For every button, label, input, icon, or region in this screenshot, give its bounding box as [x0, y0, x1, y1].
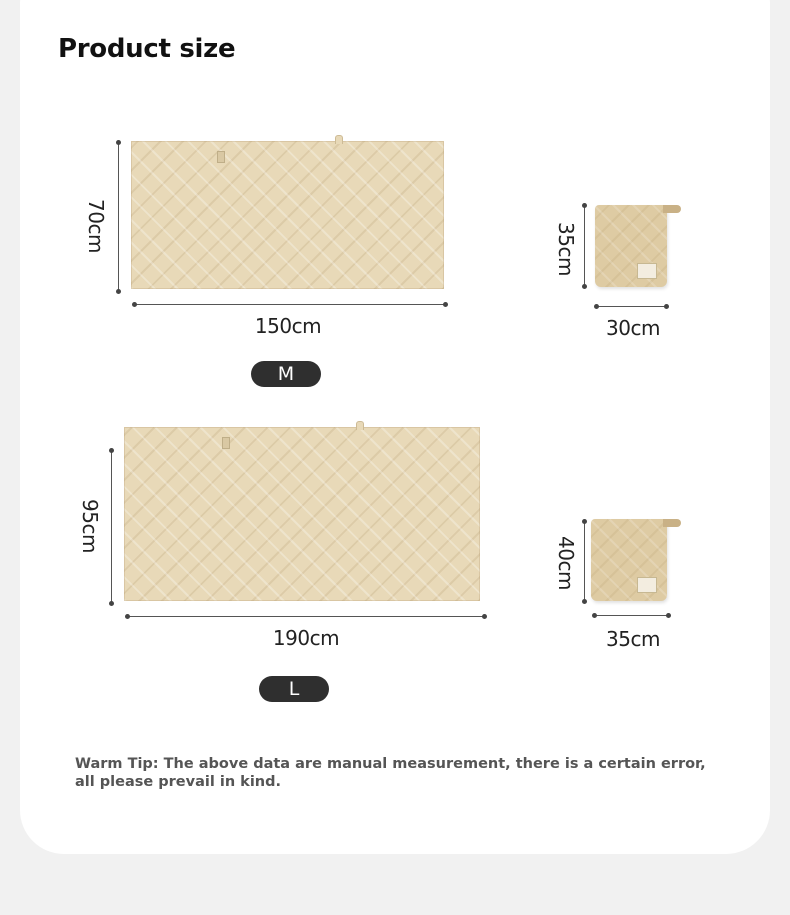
- warm-tip-text: Warm Tip: The above data are manual measurement, there is a certain error, all please prevail in kind.: [75, 756, 706, 790]
- pouch-m-image: [595, 205, 667, 287]
- pouch-l-width-line: [595, 615, 668, 616]
- towel-m-width-label: 150cm: [254, 314, 322, 338]
- towel-l-height-line: [111, 451, 112, 604]
- pouch-m-width-line: [597, 306, 666, 307]
- towel-l-width-line: [128, 616, 485, 617]
- pouch-m-height-line: [584, 206, 585, 287]
- pouch-m-width-label: 30cm: [606, 316, 660, 340]
- size-l-badge: L: [259, 676, 329, 702]
- towel-l-width-label: 190cm: [272, 626, 340, 650]
- towel-m-height-label: 70cm: [84, 199, 108, 253]
- towel-m-height-line: [118, 143, 119, 292]
- pouch-l-image: [591, 519, 667, 601]
- page-title: Product size: [58, 34, 236, 64]
- towel-l-image: [124, 427, 480, 601]
- towel-m-width-line: [135, 304, 446, 305]
- pouch-m-height-label: 35cm: [554, 222, 578, 276]
- pouch-l-height-line: [584, 522, 585, 602]
- size-m-badge: M: [251, 361, 321, 387]
- pouch-l-height-label: 40cm: [554, 536, 578, 590]
- towel-m-image: [131, 141, 444, 289]
- pouch-l-width-label: 35cm: [606, 627, 660, 651]
- towel-l-height-label: 95cm: [78, 499, 102, 553]
